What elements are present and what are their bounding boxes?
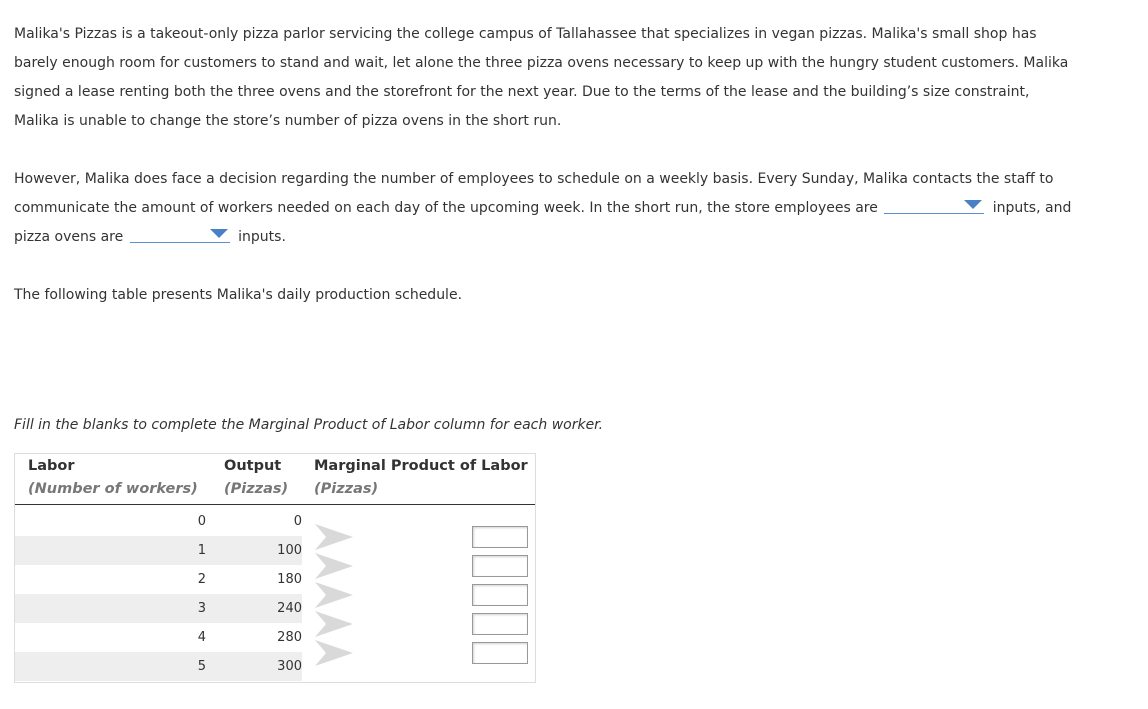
output-cell: 280 xyxy=(277,630,302,645)
production-schedule-table xyxy=(14,453,536,683)
table-row xyxy=(15,507,302,536)
mpl-input-worker-4[interactable] xyxy=(472,613,528,635)
intro-line-3: signed a lease renting both the three ovens and the storefront for the next year. Due to the terms of the lease and the building’s size constraint, xyxy=(14,84,1030,100)
instruction-text: Fill in the blanks to complete the Marginal Product of Labor column for each worker. xyxy=(14,417,604,433)
chevron-right-icon xyxy=(313,609,355,639)
mpl-input-worker-3[interactable] xyxy=(472,584,528,606)
chevron-right-icon xyxy=(313,638,355,668)
question-line-1: However, Malika does face a decision regarding the number of employees to schedule on a weekly basis. Every Sunday, Malika contacts the staff to xyxy=(14,171,1054,187)
intro-line-1: Malika's Pizzas is a takeout-only pizza parlor servicing the college campus of Tallahassee that specializes in vegan pizzas. Malika's small shop has xyxy=(14,26,1037,42)
labor-header-title: Labor xyxy=(28,458,75,474)
chevron-right-icon xyxy=(313,522,355,552)
question-paragraph xyxy=(14,165,1114,252)
intro-line-4: Malika is unable to change the store’s number of pizza ovens in the short run. xyxy=(14,113,562,129)
labor-cell: 3 xyxy=(197,601,206,616)
table-row xyxy=(15,536,302,565)
intro-line-2: barely enough room for customers to stand and wait, let alone the three pizza ovens necessary to keep up with the hungry student customers. Malika xyxy=(14,55,1069,71)
output-column-header xyxy=(224,455,288,501)
output-header-title: Output xyxy=(224,458,282,474)
intro-paragraph xyxy=(14,20,1114,136)
question-line-2-tail: inputs, and xyxy=(992,200,1072,216)
table-row xyxy=(15,594,302,623)
output-cell: 100 xyxy=(277,543,302,558)
mpl-column-header xyxy=(314,455,528,501)
labor-cell: 0 xyxy=(197,514,206,529)
mpl-input-worker-1[interactable] xyxy=(472,526,528,548)
question-line-3: pizza ovens are xyxy=(14,229,124,245)
chevron-right-icon xyxy=(313,551,355,581)
chevron-right-icon xyxy=(313,580,355,610)
table-row xyxy=(15,623,302,652)
table-intro-text: The following table presents Malika's daily production schedule. xyxy=(14,287,463,303)
question-line-2: communicate the amount of workers needed on each day of the upcoming week. In the short run, the store employees are xyxy=(14,200,878,216)
header-divider xyxy=(15,504,535,505)
labor-header-subtitle: (Number of workers) xyxy=(28,481,198,497)
mpl-input-worker-5[interactable] xyxy=(472,642,528,664)
table-row xyxy=(15,565,302,594)
table-row xyxy=(15,652,302,681)
labor-column-header xyxy=(28,455,198,501)
mpl-header-subtitle: (Pizzas) xyxy=(314,481,379,497)
chevron-down-icon xyxy=(210,229,228,238)
output-header-subtitle: (Pizzas) xyxy=(224,481,289,497)
output-cell: 0 xyxy=(293,514,302,529)
output-cell: 240 xyxy=(277,601,302,616)
labor-cell: 1 xyxy=(197,543,206,558)
output-cell: 300 xyxy=(277,659,302,674)
mpl-header-title: Marginal Product of Labor xyxy=(314,458,528,474)
labor-cell: 5 xyxy=(197,659,206,674)
ovens-input-type-dropdown[interactable] xyxy=(130,227,230,243)
employees-input-type-dropdown[interactable] xyxy=(884,198,984,214)
chevron-down-icon xyxy=(964,200,982,209)
mpl-input-worker-2[interactable] xyxy=(472,555,528,577)
labor-cell: 2 xyxy=(197,572,206,587)
output-cell: 180 xyxy=(277,572,302,587)
labor-cell: 4 xyxy=(197,630,206,645)
question-line-3-tail: inputs. xyxy=(238,229,286,245)
